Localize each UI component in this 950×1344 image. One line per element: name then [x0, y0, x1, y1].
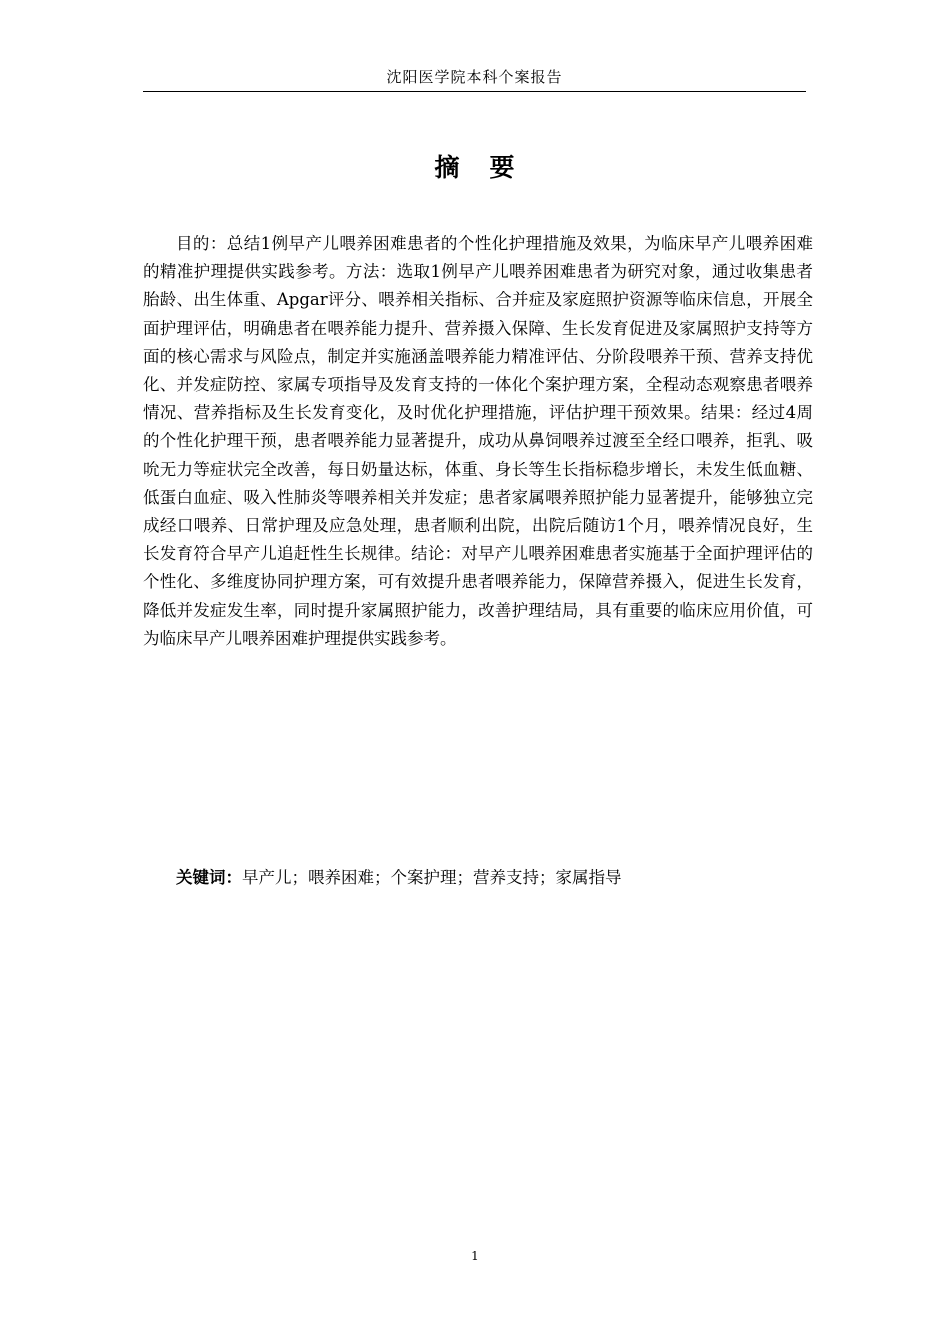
keywords-label: 关键词：	[176, 868, 242, 887]
keywords-line	[143, 864, 806, 892]
abstract-title: 摘要	[434, 153, 545, 182]
page-number: 1	[471, 1249, 479, 1263]
header-divider	[143, 91, 806, 92]
keywords-text: 早产儿；喂养困难；个案护理；营养支持；家属指导	[242, 868, 622, 887]
page-header: 沈阳医学院本科个案报告	[386, 68, 563, 86]
abstract-body: 目的：总结1例早产儿喂养困难患者的个性化护理措施及效果，为临床早产儿喂养困难的精准护理提供实践参考。方法：选取1例早产儿喂养困难患者为研究对象，通过收集患者胎龄、出生体重、Apgar评分、喂养相关指标、合并症及家庭照护资源等临床信息，开展全面护理评估，明确患者在喂养能力提升、营养摄入保障、生长发育促进及家属照护支持等方面的核心需求与风险点，制定并实施涵盖喂养能力精准评估、分阶段喂养干预、营养支持优化、并发症防控、家属专项指导及发育支持的一体化个案护理方案，全程动态观察患者喂养情况、营养指标及生长发育变化，及时优化护理措施，评估护理干预效果。结果：经过4周的个性化护理干预，患者喂养能力显著提升，成功从鼻饲喂养过渡至全经口喂养，拒乳、吸吮无力等症状完全改善，每日奶量达标，体重、身长等生长指标稳步增长，未发生低血糖、低蛋白血症、吸入性肺炎等喂养相关并发症；患者家属喂养照护能力显著提升，能够独立完成经口喂养、日常护理及应急处理，患者顺利出院，出院后随访1个月，喂养情况良好，生长发育符合早产儿追赶性生长规律。结论：对早产儿喂养困难患者实施基于全面护理评估的个性化、多维度协同护理方案，可有效提升患者喂养能力，保障营养摄入，促进生长发育，降低并发症发生率，同时提升家属照护能力，改善护理结局，具有重要的临床应用价值，可为临床早产儿喂养困难护理提供实践参考。	[143, 234, 813, 648]
